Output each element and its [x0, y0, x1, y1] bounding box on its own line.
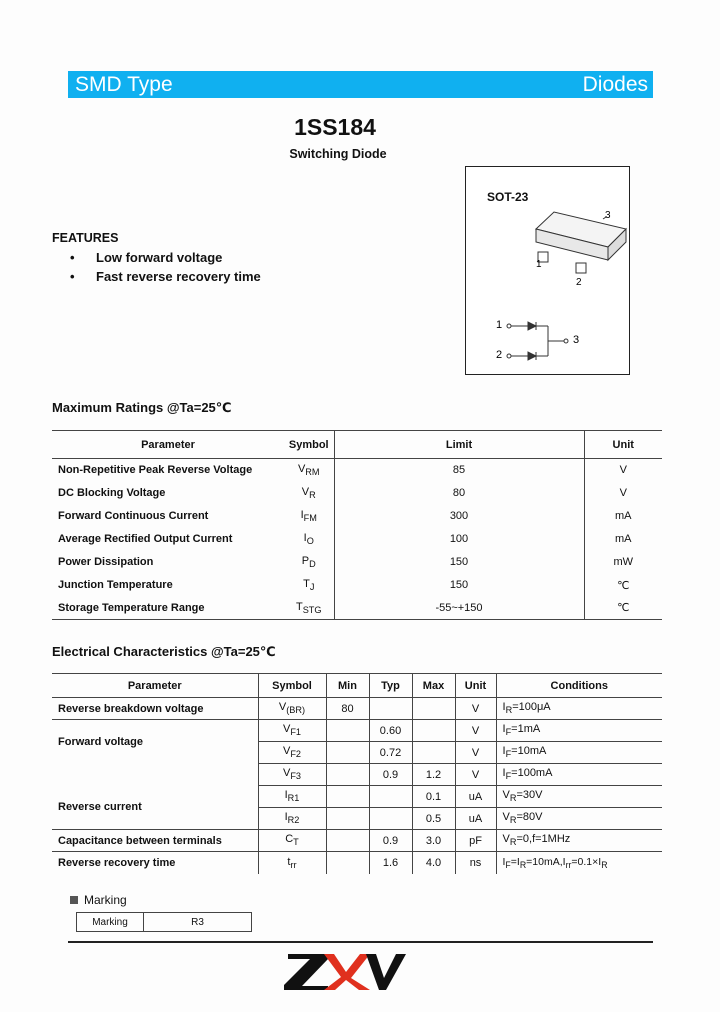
table-row: $V_{F2}$ 0.72 V $I_F=10mA$	[52, 742, 662, 764]
part-number: 1SS184	[294, 114, 376, 140]
pin3-label: 3	[573, 334, 580, 346]
table-row: Average Rectified Output Current $I_O$ 100 mA	[52, 528, 662, 551]
pin2-label-top: 2	[576, 277, 582, 288]
table-row: Storage Temperature Range $T_{STG}$ -55~+150 ℃	[52, 597, 662, 620]
table-header-row: Parameter Symbol Min Typ Max Unit Conditions	[52, 674, 662, 698]
package-drawing	[466, 167, 631, 376]
bullet: •	[70, 250, 75, 265]
table-row: $I_{R1}$ 0.1 uA $V_R=30V$	[52, 786, 662, 808]
pin2-label: 2	[496, 349, 503, 361]
max-ratings-title: Maximum Ratings @Ta=25℃	[52, 400, 232, 415]
header-banner	[68, 71, 653, 98]
elec-char-table	[52, 673, 662, 874]
table-row: Forward Continuous Current $I_{FM}$ 300 mA	[52, 505, 662, 528]
marking-key: Marking	[77, 913, 144, 931]
marking-table	[76, 912, 252, 932]
features-title: FEATURES	[52, 231, 119, 245]
header-left: SMD Type	[75, 73, 173, 96]
square-bullet-icon	[70, 896, 78, 904]
package-name: SOT-23	[487, 190, 529, 204]
bullet: •	[70, 269, 75, 284]
diode-schematic	[507, 322, 568, 360]
zxw-logo	[280, 950, 410, 992]
table-row: Power Dissipation $P_D$ 150 mW	[52, 551, 662, 574]
pin3-label-top: 3	[605, 210, 611, 221]
marking-value: R3	[191, 916, 204, 928]
pin1-label: 1	[496, 319, 503, 331]
table-row: Reverse current $V_{F3}$ 0.9 1.2 V $I_F=100mA$	[52, 764, 662, 786]
table-row: Non-Repetitive Peak Reverse Voltage $V_{RM}$ 85 V	[52, 459, 662, 482]
max-ratings-table	[52, 430, 662, 620]
table-row: Forward voltage $V_{F1}$ 0.60 V $I_F=1mA$	[52, 720, 662, 742]
table-row: Reverse recovery time $t_{rr}$ 1.6 4.0 ns $I_F=I_R=10mA,I_{rr}=0.1\times I_R$	[52, 852, 662, 874]
feature-item: • Low forward voltage	[70, 250, 223, 265]
marking-title: Marking	[70, 893, 127, 907]
elec-char-title: Electrical Characteristics @Ta=25℃	[52, 644, 276, 659]
sot23-body	[536, 212, 626, 273]
table-row: $I_{R2}$ 0.5 uA $V_R=80V$	[52, 808, 662, 830]
feature-item: • Fast reverse recovery time	[70, 269, 261, 284]
package-diagram	[465, 166, 630, 375]
table-row: Junction Temperature $T_J$ 150 ℃	[52, 574, 662, 597]
table-header-row: Parameter Symbol Limit Unit	[52, 431, 662, 459]
part-subtitle: Switching Diode	[289, 147, 387, 161]
table-row: Reverse breakdown voltage $V_{(BR)}$ 80 V $I_R=100\mu A$	[52, 698, 662, 720]
table-row: DC Blocking Voltage $V_R$ 80 V	[52, 482, 662, 505]
pin1-label-top: 1	[536, 259, 542, 270]
table-row: Capacitance between terminals $C_T$ 0.9 3.0 pF $V_R=0,f=1MHz$	[52, 830, 662, 852]
header-right: Diodes	[582, 73, 648, 96]
footer-rule	[68, 941, 653, 943]
